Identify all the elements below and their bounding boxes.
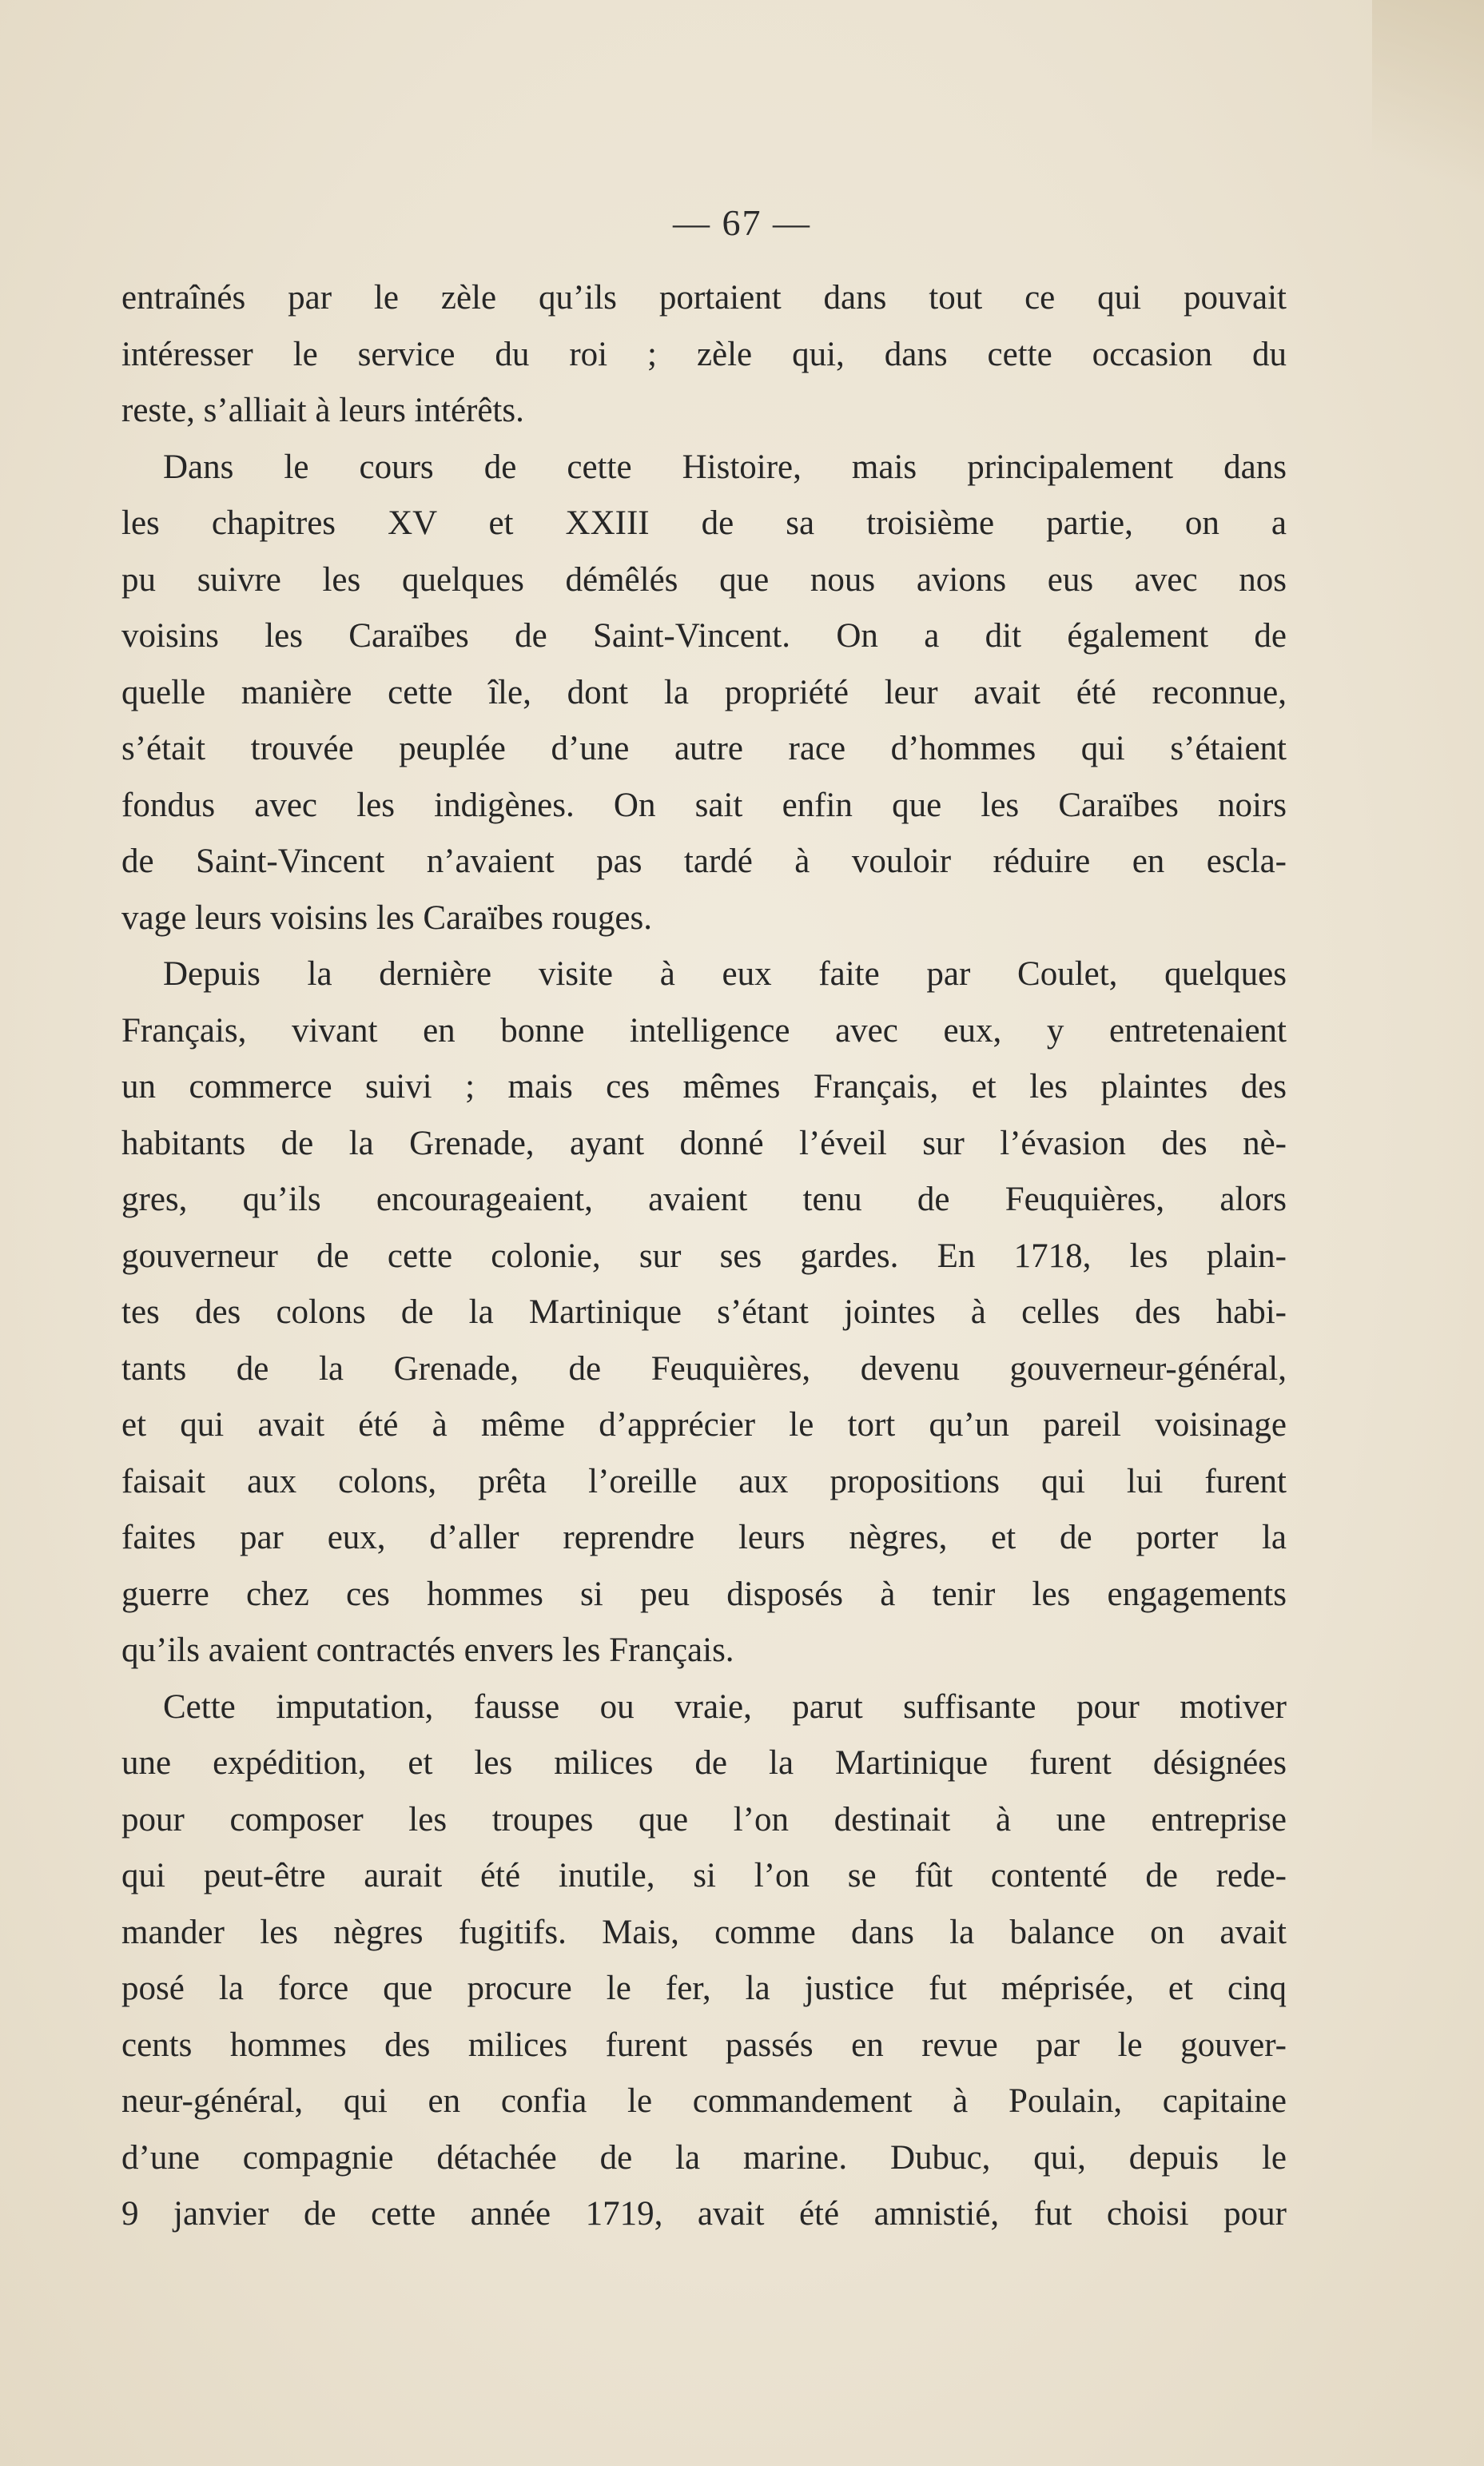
page-number: — 67 — [673,202,811,243]
text-line: les chapitres XV et XXIII de sa troisième partie, on a [121,504,1287,542]
text-line: gres, qu’ils encourageaient, avaient tenu de Feuquières, alors [121,1181,1287,1218]
text-line: 9 janvier de cette année 1719, avait été amnistié, fut choisi pour [121,2195,1287,2233]
text-line: cents hommes des milices furent passés en revue par le gouver- [121,2026,1287,2064]
text-line: vage leurs voisins les Caraïbes rouges. [121,898,652,937]
text-line: Depuis la dernière visite à eux faite par Coulet, quelques [163,955,1287,993]
text-line: habitants de la Grenade, ayant donné l’éveil sur l’évasion des nè- [121,1124,1287,1162]
text-line: reste, s’alliait à leurs intérêts. [121,392,524,429]
text-line: gouverneur de cette colonie, sur ses gardes. En 1718, les plain- [121,1237,1287,1275]
text-line: quelle manière cette île, dont la propriété leur avait été reconnue, [121,673,1287,711]
text-line: d’une compagnie détachée de la marine. Dubuc, qui, depuis le [121,2138,1287,2177]
text-line: tants de la Grenade, de Feuquières, devenu gouverneur-général, [121,1349,1287,1388]
text-line: fondus avec les indigènes. On sait enfin que les Caraïbes noirs [121,786,1287,824]
text-line: neur-général, qui en confia le commandement à Poulain, capitaine [121,2082,1287,2120]
text-line: de Saint-Vincent n’avaient pas tardé à vouloir réduire en escla- [121,843,1287,880]
text-line: pu suivre les quelques démêlés que nous avions eus avec nos [121,560,1287,599]
text-line: faisait aux colons, prêta l’oreille aux propositions qui lui furent [121,1462,1287,1500]
text-line: guerre chez ces hommes si peu disposés à tenir les engagements [121,1575,1287,1613]
text-line: s’était trouvée peuplée d’une autre race d’hommes qui s’étaient [121,730,1287,767]
text-line: qu’ils avaient contractés envers les Français. [121,1631,734,1669]
text-line: Français, vivant en bonne intelligence avec eux, y entretenaient [121,1011,1287,1050]
text-line: faites par eux, d’aller reprendre leurs nègres, et de porter la [121,1519,1287,1556]
text-line: posé la force que procure le fer, la justice fut méprisée, et cinq [121,1970,1287,2007]
body-text [121,270,1287,2243]
text-line: et qui avait été à même d’apprécier le tort qu’un pareil voisinage [121,1406,1287,1444]
text-line: tes des colons de la Martinique s’étant jointes à celles des habi- [121,1293,1287,1331]
text-line: une expédition, et les milices de la Martinique furent désignées [121,1744,1287,1782]
text-line: un commerce suivi ; mais ces mêmes Français, et les plaintes des [121,1068,1287,1106]
text-line: pour composer les troupes que l’on destinait à une entreprise [121,1800,1287,1839]
text-line: Cette imputation, fausse ou vraie, parut suffisante pour motiver [163,1687,1287,1726]
text-line: Dans le cours de cette Histoire, mais principalement dans [163,448,1287,486]
text-line: intéresser le service du roi ; zèle qui, dans cette occasion du [121,335,1287,373]
text-line: mander les nègres fugitifs. Mais, comme dans la balance on avait [121,1913,1287,1951]
text-line: voisins les Caraïbes de Saint-Vincent. On a dit également de [121,617,1287,655]
text-line: entraînés par le zèle qu’ils portaient dans tout ce qui pouvait [121,279,1287,317]
text-line: qui peut-être aurait été inutile, si l’on se fût contenté de rede- [121,1857,1287,1894]
